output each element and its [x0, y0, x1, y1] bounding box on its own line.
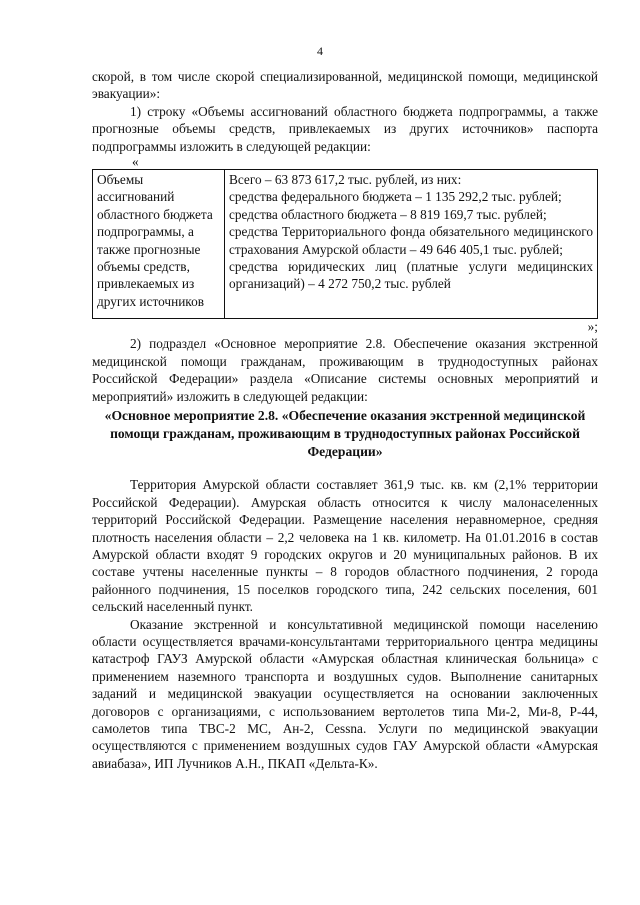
table-label-cell: Объемы ассигнований областного бюджета подпрограммы, а также прогнозные объемы средств, привлекаемых из других источников [93, 170, 225, 319]
item-1-text: 1) строку «Объемы ассигнований областного бюджета подпрограммы, а также прогнозные объемы средств, привлекаемых из других источников» паспорта подпрограммы изложить в следующей редакции: [92, 103, 598, 154]
paragraph-medical-care: Оказание экстренной и консультативной медицинской помощи населению области осуществляется врачами-консультантами территориального центра медицины катастроф ГАУЗ Амурской области «Амурская областная клиническая больница» с применением наземного транспорта и воздушных судов. Выполнение санитарных заданий и медицинской эвакуации осуществляется на основании заключенных договоров с организациями, с использованием вертолетов типа Ми-2, Ми-8, Р-44, самолетов типа ТВС-2 МС, Ан-2, Cessna. Услуги по медицинской эвакуации осуществляются с применением воздушных судов ГАУ Амурской области «Амурская авиабаза», ИП Лучников А.Н., ПКАП «Дельта-К». [92, 616, 598, 771]
item-2-text: 2) подраздел «Основное мероприятие 2.8. Обеспечение оказания экстренной медицинской помощи гражданам, проживающим в труднодоступных районах Российской Федерации» раздела «Описание системы основных мероприятий и мероприятий» изложить в следующей редакции: [92, 336, 598, 404]
table-row [93, 170, 598, 319]
paragraph-territory: Территория Амурской области составляет 361,9 тыс. кв. км (2,1% территории Российской Федерации). Амурская область относится к числу малонаселенных территорий Российской Федерации. Размещение населения неравномерное, средняя плотность населения области – 2,2 человека на 1 кв. километр. На 01.01.2016 в состав Амурской области входят 9 городских округов и 20 муниципальных районов. В их составе учтены населенные пункты – 8 городов областного подчинения, 2 города районного подчинения, 15 поселков городского типа, 242 сельских поселения, 601 сельский населенный пункт. [92, 477, 598, 615]
passport-table [92, 169, 598, 319]
section-title: «Основное мероприятие 2.8. «Обеспечение оказания экстренной медицинской помощи гражданам, проживающим в труднодоступных районах Российской Федерации» [104, 407, 586, 459]
continuation-text: скорой, в том числе скорой специализированной, медицинской помощи, медицинской эвакуации»: [92, 69, 598, 102]
funding-total: Всего – 63 873 617,2 тыс. рублей, из них: [229, 172, 462, 188]
funding-federal: средства федерального бюджета – 1 135 292,2 тыс. рублей; [229, 189, 562, 205]
document-body [92, 68, 598, 772]
table-value-cell [225, 170, 598, 319]
page-number: 4 [317, 44, 323, 58]
funding-regional: средства областного бюджета – 8 819 169,7 тыс. рублей; [229, 206, 547, 222]
open-quote: « [132, 154, 139, 170]
close-quote: »; [587, 319, 598, 335]
funding-legal-entities: средства юридических лиц (платные услуги медицинских организаций) – 4 272 750,2 тыс. рублей [229, 259, 593, 292]
funding-oms: средства Территориального фонда обязательного медицинского страхования Амурской области – 49 646 405,1 тыс. рублей; [229, 224, 593, 257]
